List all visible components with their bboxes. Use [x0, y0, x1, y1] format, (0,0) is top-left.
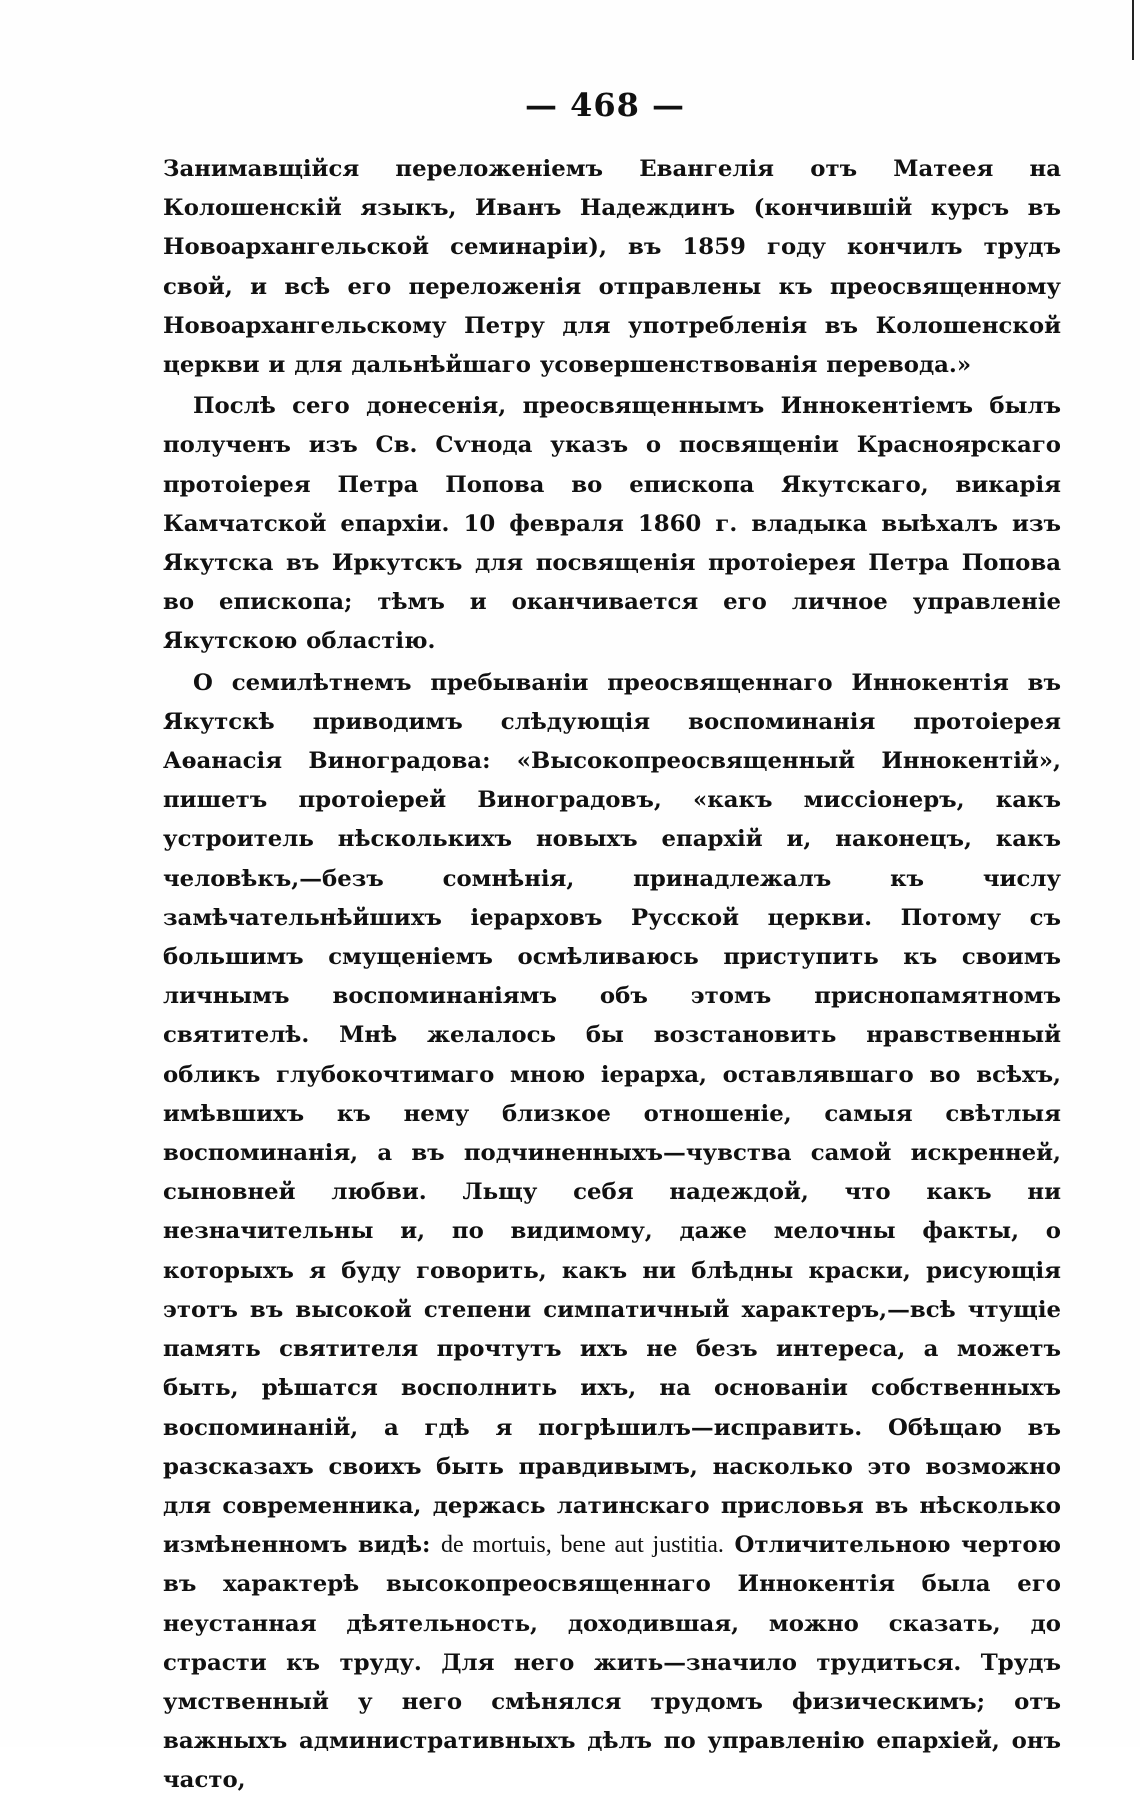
scan-edge-mark [1132, 0, 1134, 60]
memoirs-text-part-2: Отличительною чертою въ характерѣ высокопреосвященнаго Иннокентія была его неустанная дѣятельность, доходившая, можно сказать, до страсти къ труду. Для него жить—значило трудиться. Трудъ умственный у него смѣнялся трудомъ физическимъ; отъ важныхъ административныхъ дѣлъ по управленію епархіей, онъ часто, [163, 1532, 1062, 1794]
page-number: — 468 — [524, 86, 686, 124]
paragraph-synod-decree: Послѣ сего донесенія, преосвященнымъ Иннокентіемъ былъ полученъ изъ Св. Сѵнода указъ о посвященіи Красноярскаго протоіерея Петра Попова во епископа Якутскаго, викарія Камчатской епархіи. 10 февраля 1860 г. владыка выѣхалъ изъ Якутска въ Иркутскъ для посвященія протоіерея Петра Попова во епископа; тѣмъ и оканчивается его личное управленіе Якутскою областію. [163, 393, 1061, 655]
paragraph-translation-report: Занимавщійся переложеніемъ Евангелія отъ Матеея на Колошенскій языкъ, Иванъ Надеждинъ (кончившій курсъ въ Новоархангельской семинаріи), въ 1859 году кончилъ трудъ свой, и всѣ его переложенія отправлены къ преосвященному Новоархангельскому Петру для употребленія въ Колошенской церкви и для дальнѣйшаго усовершенствованія перевода.» [163, 156, 1061, 379]
paragraph-vinogradov-memoirs [163, 664, 1061, 1801]
latin-saying: de mortuis, bene aut justitia. [441, 1532, 724, 1559]
memoirs-text-part-1: О семилѣтнемъ пребываніи преосвященнаго Иннокентія въ Якутскѣ приводимъ слѣдующія воспоминанія протоіерея Аѳанасія Виноградова: «Высокопреосвященный Иннокентій», пишетъ протоіерей Виноградовъ, «какъ миссіонеръ, какъ устроитель нѣсколькихъ новыхъ епархій и, наконецъ, какъ человѣкъ,—безъ сомнѣнія, принадлежалъ къ числу замѣчательнѣйшихъ іерарховъ Русской церкви. Потому съ большимъ смущеніемъ осмѣливаюсь приступить къ своимъ личнымъ воспоминаніямъ объ этомъ приснопамятномъ святителѣ. Мнѣ желалось бы возстановить нравственный обликъ глубокочтимаго мною іерарха, оставлявшаго во всѣхъ, имѣвшихъ къ нему близкое отношеніе, самыя свѣтлыя воспоминанія, а въ подчиненныхъ—чувства самой искренней, сыновней любви. Льщу себя надеждой, что какъ ни незначительны и, по видимому, даже мелочны факты, о которыхъ я буду говорить, какъ ни блѣдны краски, рисующія этотъ въ высокой степени симпатичный характеръ,—всѣ чтущіе память святителя прочтутъ ихъ не безъ интереса, а можетъ быть, рѣшатся восполнить ихъ, на основаніи собственныхъ воспоминаній, а гдѣ я погрѣшилъ—исправить. Обѣщаю въ разсказахъ своихъ быть правдивымъ, насколько это возможно для современника, держась латинскаго присловья въ нѣсколько измѣненномъ видѣ: [163, 669, 1061, 1559]
body-text [163, 150, 1061, 1801]
